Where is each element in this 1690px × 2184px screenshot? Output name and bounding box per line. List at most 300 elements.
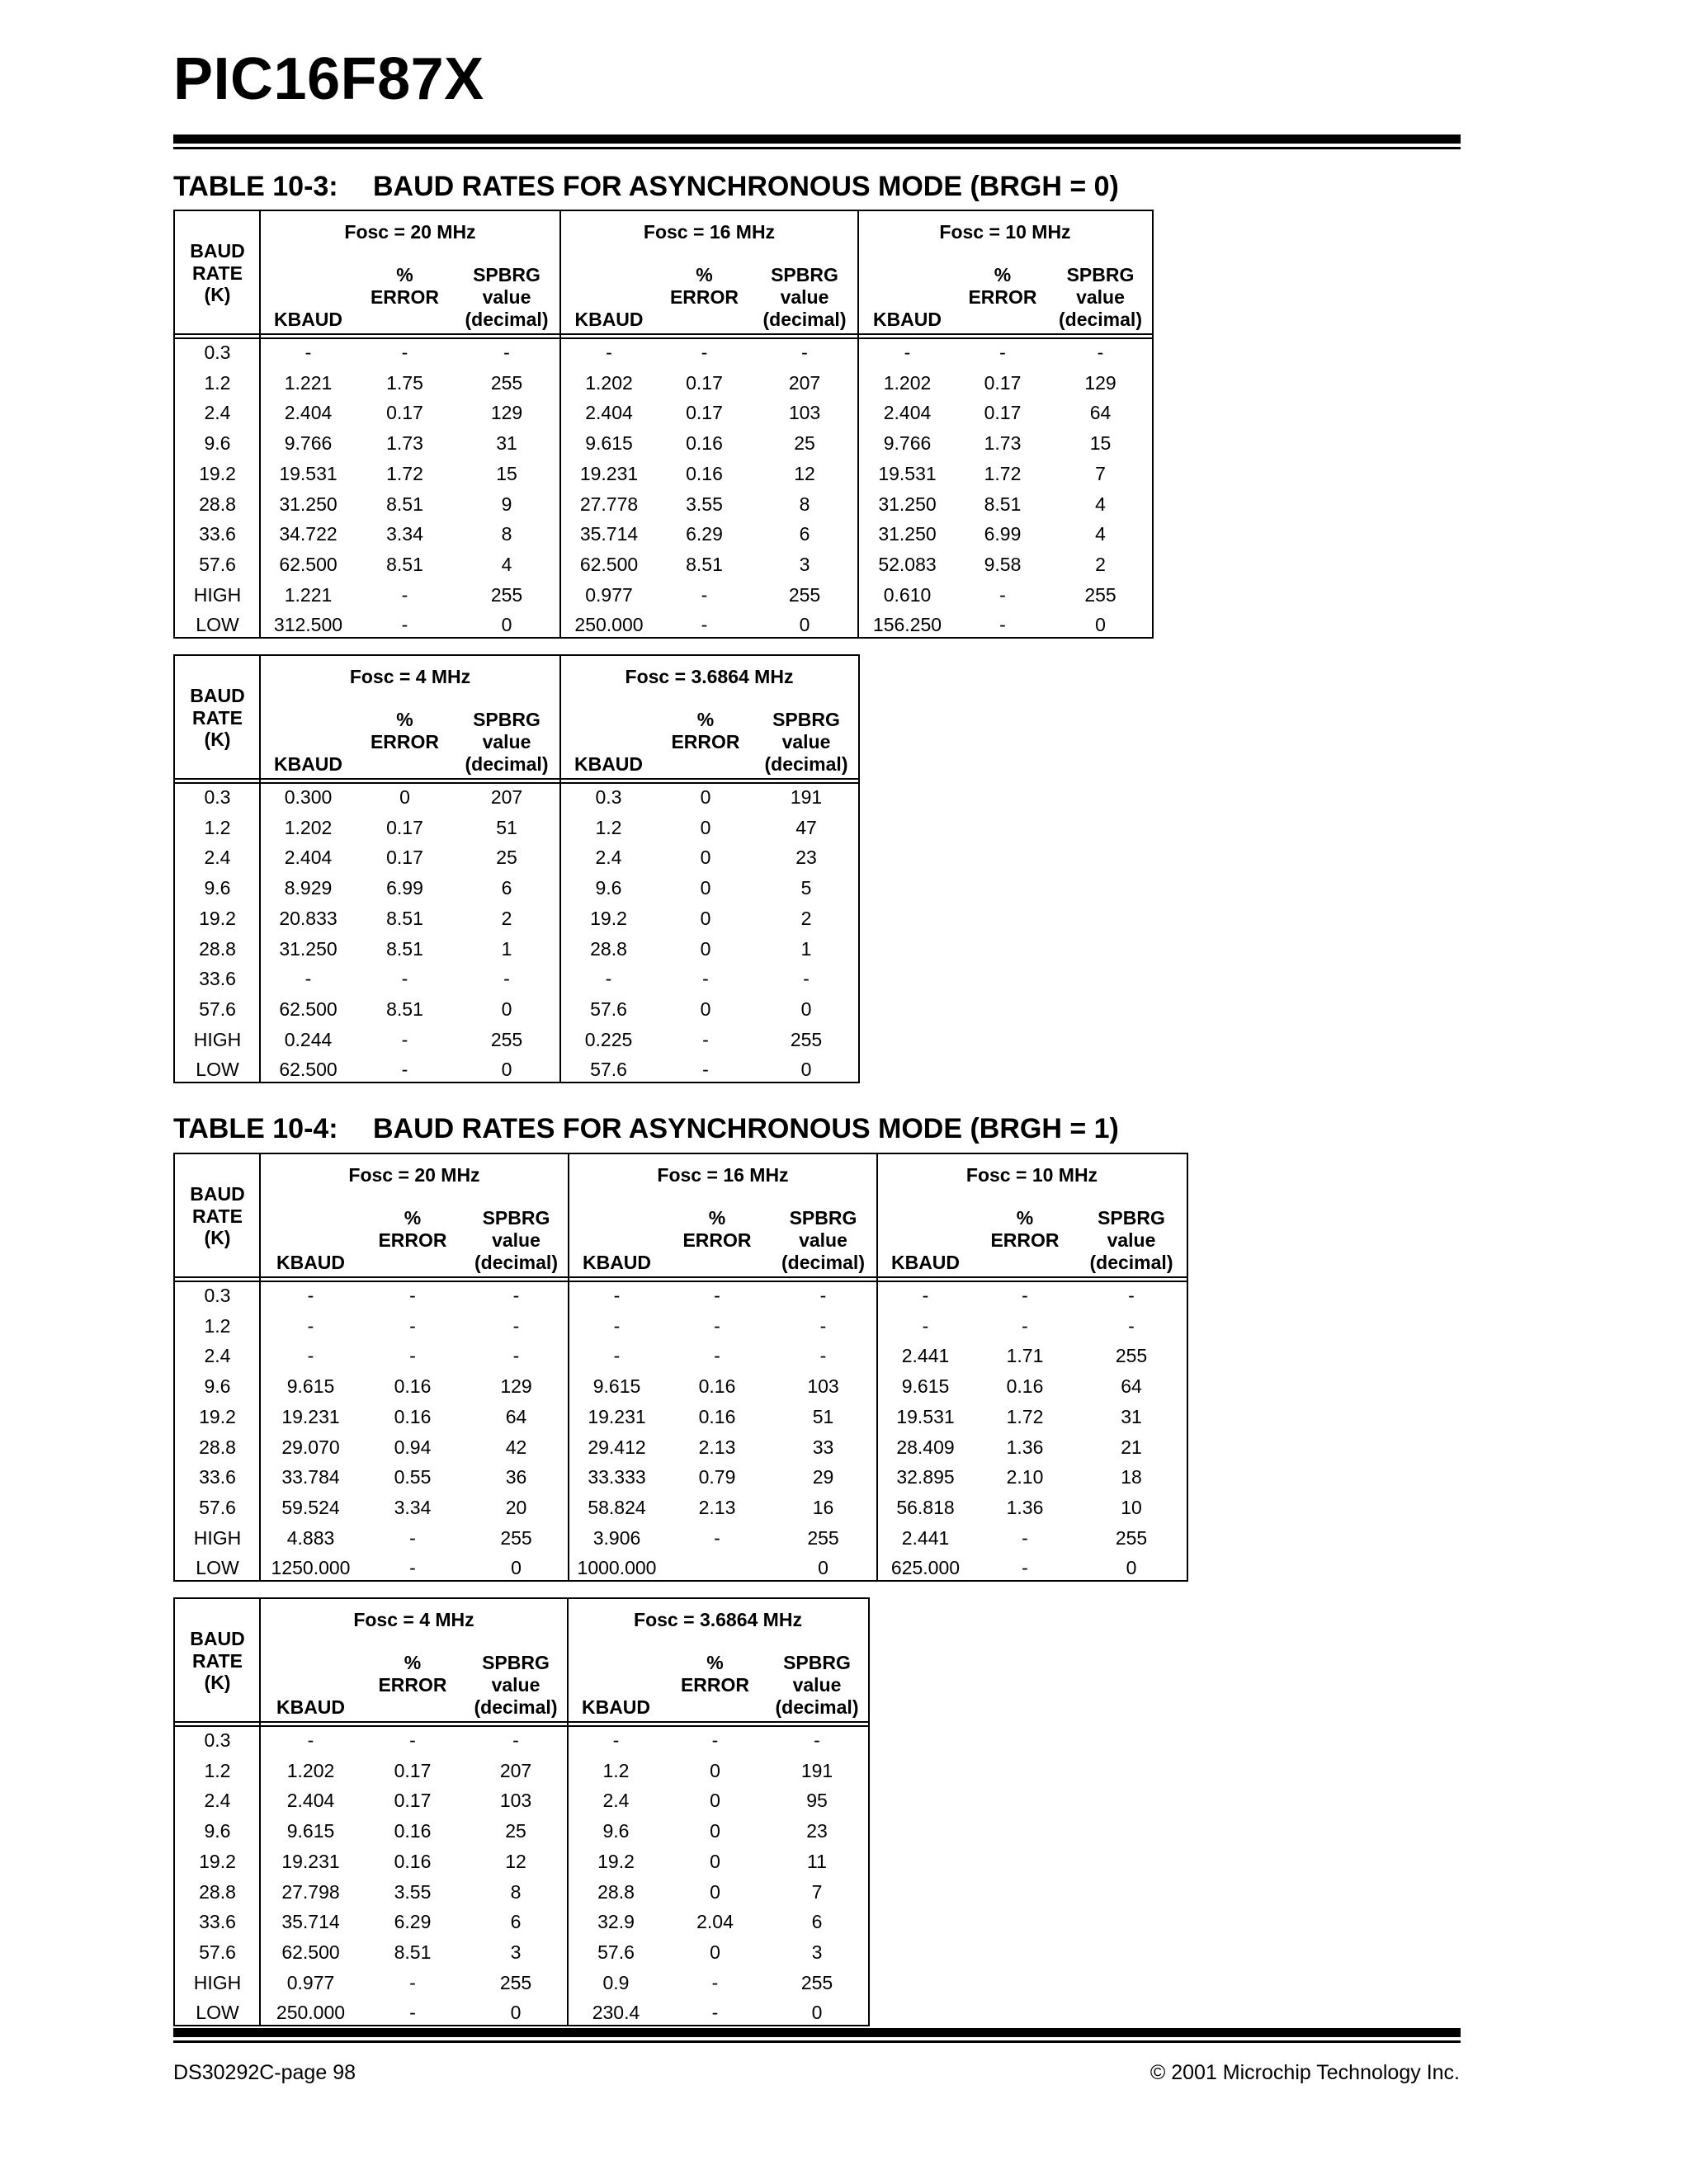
table-cell: 9	[501, 493, 512, 515]
table-cell: 35.714	[281, 1911, 340, 1933]
table-cell: 28.8	[597, 1880, 635, 1903]
table-cell: 9.766	[284, 432, 333, 455]
baud-table	[173, 210, 1154, 639]
table-cell: 47	[795, 816, 817, 838]
table-cell: 32.9	[597, 1911, 635, 1933]
table-cell: 0.16	[394, 1850, 432, 1872]
table-cell: -	[512, 1314, 520, 1337]
table-cell: 255	[800, 1971, 833, 1993]
table-cell: 31.250	[279, 937, 338, 960]
baud-rate-cell: HIGH	[193, 1526, 242, 1549]
table-cell: 20	[505, 1496, 527, 1518]
table-cell: 0.79	[698, 1466, 736, 1488]
table-cell: 42	[505, 1436, 527, 1458]
baud-rate-header: BAUD RATE (K)	[190, 239, 245, 306]
table-title: BAUD RATES FOR ASYNCHRONOUS MODE (BRGH = 0)	[373, 171, 1119, 202]
table-cell: 230.4	[592, 2002, 640, 2024]
table-cell: 6	[501, 877, 512, 899]
kbaud-header: KBAUD	[872, 309, 942, 331]
table-cell: 0.244	[284, 1028, 333, 1050]
table-cell: 23	[795, 847, 817, 869]
header-divider	[175, 1721, 868, 1727]
error-header: % ERROR	[370, 264, 440, 308]
baud-rate-cell: 0.3	[204, 1729, 231, 1751]
table-cell: -	[512, 1285, 520, 1306]
table-cell: 0	[700, 877, 711, 899]
table-cell: 8.51	[386, 937, 423, 960]
baud-rate-cell: 0.3	[204, 342, 231, 363]
table-cell: -	[711, 2002, 719, 2024]
table-cell: 9.766	[883, 432, 932, 455]
kbaud-header: KBAUD	[276, 1696, 346, 1719]
table-cell: 56.818	[896, 1496, 955, 1518]
table-cell: 0	[510, 2002, 522, 2024]
table-cell: 6	[510, 1911, 522, 1933]
table-cell: 3.906	[592, 1526, 641, 1549]
table-cell: 6.29	[394, 1911, 432, 1933]
table-cell: 0	[501, 998, 512, 1020]
table-cell: 0.16	[698, 1405, 736, 1427]
table-cell: 0	[710, 1820, 720, 1842]
baud-table	[173, 654, 860, 1083]
baud-rate-cell: 2.4	[204, 402, 231, 424]
table-cell: -	[999, 614, 1006, 636]
baud-rate-cell: 33.6	[199, 1911, 236, 1933]
table-cell: 0.17	[686, 402, 723, 424]
table-cell: 129	[490, 402, 523, 424]
table-cell: -	[503, 342, 510, 363]
baud-rate-cell: 2.4	[204, 1790, 231, 1812]
spbrg-header: SPBRG value (decimal)	[474, 1652, 558, 1719]
kbaud-header: KBAUD	[273, 753, 343, 776]
table-cell: 62.500	[579, 553, 639, 575]
baud-rate-cell: 9.6	[204, 1820, 231, 1842]
table-cell: 0	[700, 937, 711, 960]
table-cell: 20.833	[279, 907, 338, 929]
table-cell: 0.55	[394, 1466, 432, 1488]
baud-rate-cell: HIGH	[193, 1971, 242, 1993]
table-cell: -	[1128, 1285, 1135, 1306]
table-cell: 207	[499, 1759, 532, 1781]
table-cell: -	[711, 1971, 719, 1993]
table-cell: 29.070	[281, 1436, 340, 1458]
table-cell: 0.17	[394, 1790, 432, 1812]
kbaud-header: KBAUD	[574, 309, 644, 331]
table-cell: 0	[710, 1850, 720, 1872]
baud-rate-cell: 2.4	[204, 847, 231, 869]
table-cell: -	[503, 968, 510, 990]
table-cell: 12	[794, 462, 815, 484]
table-cell: 1.202	[585, 371, 633, 394]
table-cell: -	[613, 1285, 621, 1306]
table-cell: 103	[807, 1375, 839, 1398]
table-cell: 9.615	[592, 1375, 641, 1398]
table-cell: 8.51	[386, 998, 423, 1020]
table-cell: 3.34	[394, 1496, 432, 1518]
table-cell: -	[307, 1345, 314, 1367]
table-cell: 0.3	[595, 786, 622, 808]
table-cell: 0	[501, 1059, 512, 1081]
table-cell: 191	[800, 1759, 833, 1781]
table-cell: 19.531	[896, 1405, 955, 1427]
table-cell: -	[801, 342, 808, 363]
fosc-header: Fosc = 16 MHz	[657, 1164, 789, 1186]
table-cell: 0.977	[286, 1971, 335, 1993]
table-cell: 0	[700, 847, 711, 869]
error-header: % ERROR	[370, 709, 440, 752]
table-cell: 1.202	[883, 371, 932, 394]
table-cell: 0	[1095, 614, 1106, 636]
baud-rate-cell: 28.8	[199, 1880, 236, 1903]
baud-rate-cell: 33.6	[199, 523, 236, 545]
table-cell: 9.615	[901, 1375, 950, 1398]
table-cell: 6	[799, 523, 810, 545]
baud-rate-cell: 28.8	[199, 493, 236, 515]
table-cell: 2.404	[286, 1790, 335, 1812]
copyright: © 2001 Microchip Technology Inc.	[1149, 2061, 1460, 2084]
table-cell: 0	[800, 1059, 812, 1081]
table-cell: 4	[501, 553, 512, 575]
table-cell: 4.883	[286, 1526, 335, 1549]
table-cell: 207	[788, 371, 821, 394]
baud-rate-cell: 19.2	[199, 1405, 236, 1427]
table-cell: 0.94	[394, 1436, 432, 1458]
table-cell: 6.99	[386, 877, 423, 899]
kbaud-header: KBAUD	[581, 1696, 651, 1719]
baud-rate-cell: 28.8	[199, 937, 236, 960]
table-cell: 64	[1121, 1375, 1142, 1398]
table-cell: -	[409, 1526, 416, 1549]
table-cell: 18	[1121, 1466, 1142, 1488]
fosc-header: Fosc = 10 MHz	[965, 1164, 1098, 1186]
baud-rate-cell: LOW	[196, 1059, 239, 1081]
baud-rate-cell: 0.3	[204, 786, 231, 808]
table-cell: -	[702, 1028, 709, 1050]
baud-rate-cell: 57.6	[199, 553, 236, 575]
table-cell: -	[702, 968, 709, 990]
header-rule	[173, 134, 1461, 150]
table-cell: 0.16	[686, 462, 723, 484]
table-cell: 250.000	[276, 2002, 346, 2024]
table-cell: 0.17	[984, 371, 1022, 394]
table-cell: 0.225	[584, 1028, 633, 1050]
table-cell: 25	[496, 847, 517, 869]
table-cell: 2.441	[901, 1345, 950, 1367]
table-cell: 19.231	[588, 1405, 646, 1427]
table-cell: 255	[499, 1971, 532, 1993]
table-cell: 9.58	[984, 553, 1022, 575]
table-cell: 25	[505, 1820, 526, 1842]
baud-table	[173, 1597, 870, 2026]
baud-rate-cell: LOW	[196, 614, 239, 636]
table-cell: 103	[788, 402, 821, 424]
error-header: % ERROR	[682, 1207, 752, 1251]
baud-rate-cell: 1.2	[204, 371, 231, 394]
error-header: % ERROR	[968, 264, 1037, 308]
table-cell: -	[512, 1345, 520, 1367]
table-cell: -	[819, 1314, 827, 1337]
table-cell: 33.784	[281, 1466, 340, 1488]
table-cell: -	[401, 614, 408, 636]
table-cell: 0.16	[686, 432, 723, 455]
table-cell: -	[1022, 1557, 1028, 1579]
table-cell: 1.75	[386, 371, 423, 394]
table-cell: 3	[510, 1941, 522, 1963]
fosc-header: Fosc = 4 MHz	[349, 666, 471, 687]
table-cell: 0.17	[984, 402, 1022, 424]
table-cell: 0	[700, 786, 711, 808]
table-cell: 8	[510, 1880, 522, 1903]
table-cell: -	[304, 342, 312, 363]
table-cell: 0	[800, 998, 812, 1020]
table-cell: 7	[811, 1880, 823, 1903]
table-cell: -	[701, 614, 708, 636]
table-cell: 2.10	[1006, 1466, 1044, 1488]
table-cell: -	[1097, 342, 1104, 363]
table-cell: 51	[496, 816, 517, 838]
spbrg-header: SPBRG value (decimal)	[465, 709, 549, 776]
table-cell: 62.500	[279, 553, 338, 575]
error-header: % ERROR	[680, 1652, 750, 1696]
table-cell: 103	[499, 1790, 532, 1812]
table-cell: 0.610	[883, 583, 932, 606]
baud-rate-cell: 19.2	[199, 462, 236, 484]
table-cell: 8.51	[386, 553, 423, 575]
table-cell: -	[512, 1729, 519, 1751]
table-cell: 64	[505, 1405, 527, 1427]
table-cell: -	[714, 1526, 720, 1549]
table-cell: 36	[505, 1466, 527, 1488]
table-cell: 2.404	[284, 847, 333, 869]
table-cell: 51	[812, 1405, 834, 1427]
table-cell: 1.2	[595, 816, 622, 838]
table-cell: 2.404	[284, 402, 333, 424]
table-cell: -	[1022, 1314, 1028, 1337]
table-cell: 0.16	[1006, 1375, 1044, 1398]
table-label: TABLE 10-4:	[173, 1113, 338, 1144]
error-header: % ERROR	[669, 264, 739, 308]
table-cell: 255	[490, 583, 523, 606]
table-cell: 255	[500, 1526, 532, 1549]
table-cell: 2.4	[602, 1790, 630, 1812]
table-cell: 19.531	[878, 462, 937, 484]
header-divider	[175, 333, 1152, 339]
table-cell: 255	[490, 1028, 523, 1050]
table-cell: 28.409	[896, 1436, 955, 1458]
table-10-4-caption	[173, 1113, 1119, 1145]
table-cell: 9.615	[286, 1375, 335, 1398]
table-cell: -	[409, 2002, 416, 2024]
table-cell: -	[922, 1285, 929, 1306]
table-cell: 1.72	[984, 462, 1022, 484]
table-cell: 8.51	[394, 1941, 432, 1963]
table-cell: 15	[1089, 432, 1112, 455]
table-cell: -	[304, 968, 312, 990]
table-title: BAUD RATES FOR ASYNCHRONOUS MODE (BRGH = 1)	[373, 1113, 1119, 1144]
table-cell: 27.798	[281, 1880, 340, 1903]
table-cell: -	[409, 1285, 416, 1306]
table-cell: 10	[1121, 1496, 1142, 1518]
table-cell: 3	[811, 1941, 823, 1963]
table-cell: 250.000	[574, 614, 644, 636]
table-cell: 27.778	[579, 493, 639, 515]
table-cell: 19.2	[590, 907, 627, 929]
table-cell: 0.16	[394, 1820, 432, 1842]
table-cell: -	[307, 1314, 314, 1337]
table-cell: -	[819, 1285, 827, 1306]
table-cell: 59.524	[281, 1496, 340, 1518]
table-cell: 1	[800, 937, 812, 960]
baud-rate-cell: 1.2	[204, 1314, 231, 1337]
table-cell: 3	[799, 553, 810, 575]
baud-rate-header: BAUD RATE (K)	[190, 684, 245, 751]
table-cell: 0	[710, 1880, 720, 1903]
table-cell: 191	[790, 786, 823, 808]
error-header: % ERROR	[671, 709, 740, 752]
table-cell: -	[1022, 1285, 1028, 1306]
table-cell: 5	[800, 877, 812, 899]
kbaud-header: KBAUD	[574, 753, 644, 776]
table-cell: -	[714, 1314, 720, 1337]
table-cell: 255	[490, 371, 523, 394]
table-cell: 0	[799, 614, 810, 636]
table-cell: -	[612, 1729, 620, 1751]
table-cell: 8.51	[386, 907, 423, 929]
table-cell: 255	[790, 1028, 823, 1050]
table-cell: 62.500	[281, 1941, 340, 1963]
table-cell: 21	[1121, 1436, 1142, 1458]
table-cell: -	[307, 1729, 314, 1751]
table-cell: 0.16	[698, 1375, 736, 1398]
baud-rate-header: BAUD RATE (K)	[190, 1627, 245, 1694]
table-cell: 4	[1095, 493, 1106, 515]
table-cell: 19.2	[597, 1850, 635, 1872]
table-cell: -	[409, 1729, 416, 1751]
kbaud-header: KBAUD	[890, 1252, 961, 1274]
table-cell: -	[409, 1557, 416, 1579]
table-cell: 156.250	[872, 614, 942, 636]
table-cell: 1.36	[1006, 1496, 1044, 1518]
table-cell: 58.824	[588, 1496, 646, 1518]
table-cell: 9.6	[595, 877, 622, 899]
table-cell: 6.99	[984, 523, 1022, 545]
table-cell: 1	[501, 937, 512, 960]
table-cell: -	[401, 968, 408, 990]
kbaud-header: KBAUD	[582, 1252, 652, 1274]
baud-rate-cell: 57.6	[199, 1496, 236, 1518]
table-cell: 1.73	[984, 432, 1022, 455]
baud-rate-cell: HIGH	[193, 583, 242, 606]
table-cell: -	[814, 1729, 820, 1751]
table-cell: 625.000	[890, 1557, 961, 1579]
table-cell: 129	[1084, 371, 1116, 394]
table-cell: 0.17	[394, 1759, 432, 1781]
table-cell: -	[999, 583, 1006, 606]
table-cell: -	[1022, 1526, 1028, 1549]
table-cell: 52.083	[878, 553, 937, 575]
footer-rule	[173, 2028, 1461, 2044]
baud-rate-cell: 19.2	[199, 1850, 236, 1872]
table-cell: 33.333	[588, 1466, 646, 1488]
table-cell: 31.250	[878, 523, 937, 545]
table-cell: -	[819, 1345, 827, 1367]
table-cell: 0	[811, 2002, 823, 2024]
table-cell: 0.17	[386, 816, 423, 838]
table-cell: 3.55	[394, 1880, 432, 1903]
table-cell: 6	[811, 1911, 823, 1933]
table-cell: 2.4	[595, 847, 622, 869]
baud-rate-cell: 1.2	[204, 816, 231, 838]
table-cell: 8.51	[386, 493, 423, 515]
table-cell: 1.202	[286, 1759, 335, 1781]
table-cell: -	[409, 1345, 416, 1367]
fosc-header: Fosc = 20 MHz	[348, 1164, 480, 1186]
baud-rate-cell: 2.4	[204, 1345, 231, 1367]
table-cell: 0	[710, 1941, 720, 1963]
baud-rate-cell: 0.3	[204, 1285, 231, 1306]
table-cell: 1.72	[1006, 1405, 1044, 1427]
table-cell: -	[701, 342, 708, 363]
table-cell: 255	[1115, 1345, 1148, 1367]
error-header: % ERROR	[378, 1207, 447, 1251]
table-cell: 19.231	[281, 1850, 340, 1872]
table-cell: -	[613, 1314, 621, 1337]
table-cell: -	[714, 1345, 720, 1367]
table-cell: 62.500	[279, 1059, 338, 1081]
table-cell: -	[999, 342, 1006, 363]
table-cell: 255	[1084, 583, 1116, 606]
table-cell: 29	[812, 1466, 834, 1488]
spbrg-header: SPBRG value (decimal)	[775, 1652, 859, 1719]
table-cell: 1.202	[284, 816, 333, 838]
table-cell: 4	[1095, 523, 1106, 545]
table-cell: 2	[1095, 553, 1106, 575]
table-cell: 0	[399, 786, 410, 808]
table-cell: 31	[496, 432, 517, 455]
table-cell: 2	[800, 907, 812, 929]
table-cell: 25	[794, 432, 815, 455]
table-cell: 2.04	[696, 1911, 734, 1933]
table-cell: 0.17	[686, 371, 723, 394]
table-cell: 11	[807, 1850, 827, 1872]
table-cell: 31.250	[279, 493, 338, 515]
table-cell: 0.977	[585, 583, 633, 606]
table-cell: -	[714, 1285, 720, 1306]
spbrg-header: SPBRG value (decimal)	[465, 264, 549, 331]
table-cell: 0.16	[394, 1375, 432, 1398]
table-cell: 2.404	[883, 402, 932, 424]
table-cell: 0	[818, 1557, 828, 1579]
table-cell: 0	[710, 1759, 720, 1781]
table-cell: 1.72	[386, 462, 423, 484]
spbrg-header: SPBRG value (decimal)	[764, 709, 848, 776]
table-cell: -	[711, 1729, 719, 1751]
table-cell: 3.34	[386, 523, 423, 545]
table-cell: 32.895	[896, 1466, 955, 1488]
table-cell: 31.250	[878, 493, 937, 515]
baud-rate-cell: 9.6	[204, 432, 231, 455]
fosc-header: Fosc = 3.6864 MHz	[634, 1609, 802, 1630]
table-cell: 16	[812, 1496, 834, 1518]
table-cell: 2.404	[585, 402, 633, 424]
table-cell: 207	[490, 786, 523, 808]
page-number: DS30292C-page 98	[173, 2061, 356, 2084]
table-cell: 23	[806, 1820, 828, 1842]
table-cell: 1.36	[1006, 1436, 1044, 1458]
baud-rate-cell: 9.6	[204, 877, 231, 899]
table-cell: 57.6	[590, 998, 627, 1020]
table-cell: 3.55	[686, 493, 723, 515]
